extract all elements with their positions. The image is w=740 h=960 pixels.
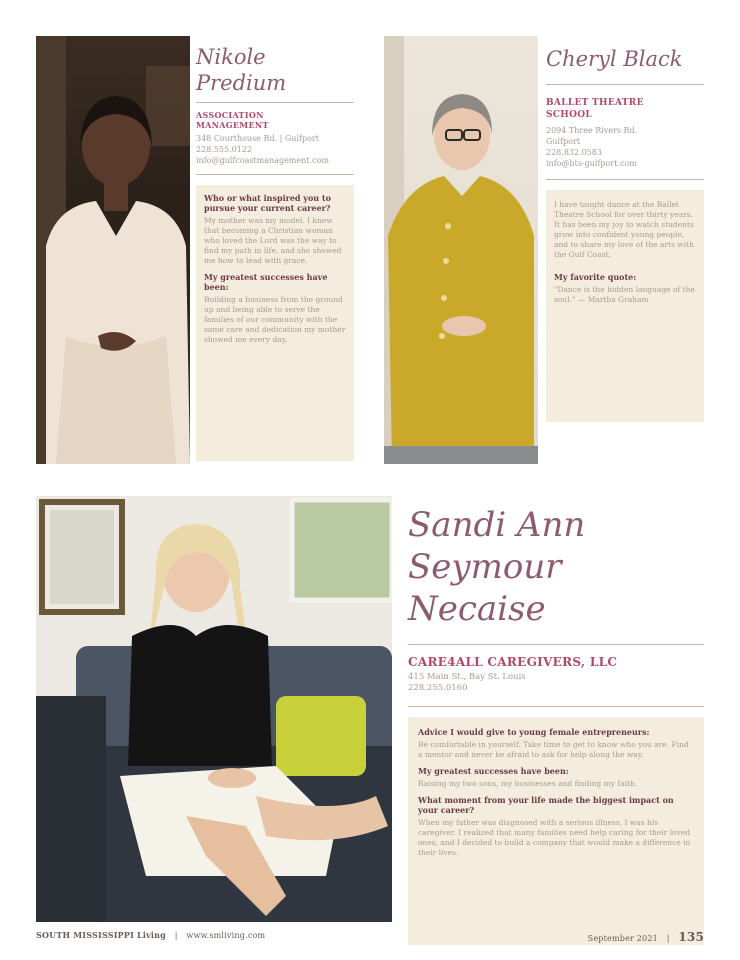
qa-answer: Building a business from the ground up and being able to serve the families of our community with the same care and dedication my mother showed me every day. — [204, 295, 346, 344]
qa-answer: Be comfortable in yourself. Take time to get to know who you are. Find a mentor and never be afraid to ask for help along the way. — [418, 740, 689, 759]
profile-3-name-line1: Sandi Ann — [408, 505, 586, 545]
profile-3-panel — [408, 496, 704, 922]
qa-answer: My mother was my model. I knew that becoming a Christian woman who loved the Lord was the way to find my path in life, and she showed me how to lead with grace. — [204, 216, 342, 265]
qa-answer: When my father was diagnosed with a serious illness, I was his caregiver. I realized that many families need help caring for their loved ones, and I decided to build a company that would make a difference in their lives. — [418, 818, 691, 857]
profile-1-address: 348 Courthouse Rd. | Gulfport — [196, 134, 319, 143]
qa-question: My favorite quote: — [554, 272, 637, 282]
footer-right — [588, 930, 704, 944]
woman-portrait-illustration — [384, 36, 538, 464]
woman-on-sofa-illustration — [36, 496, 392, 922]
name-divider — [408, 644, 704, 645]
profile-1-panel — [196, 36, 354, 464]
website-link[interactable]: www.smliving.com — [186, 931, 266, 940]
profile-2-name: Cheryl Black — [546, 47, 683, 71]
page-number: 135 — [678, 930, 704, 944]
profile-1-phone: 228.555.0122 — [196, 145, 252, 154]
qa-question: My greatest successes have been: — [204, 272, 328, 292]
profile-3-name-line2: Seymour Necaise — [408, 547, 562, 629]
qa-answer: "Dance is the hidden language of the soul." — Martha Graham — [554, 285, 695, 304]
qa-question: My greatest successes have been: — [418, 766, 569, 776]
contact-divider — [546, 179, 704, 180]
profile-2-phone: 228.832.0583 — [546, 148, 602, 157]
profile-3-photo — [36, 496, 392, 922]
profile-2-panel — [546, 36, 704, 464]
qa-answer: I have taught dance at the Ballet Theatre School for over thirty years. It has been my joy to watch students grow into confident young people, and to share my love of the arts with the Gulf Coast. — [554, 200, 694, 259]
issue-date: September 2021 — [587, 934, 658, 943]
contact-divider — [196, 174, 354, 175]
profile-1-email[interactable]: info@gulfcoastmanagement.com — [196, 156, 329, 165]
profile-2-email[interactable]: info@bts-gulfport.com — [546, 159, 637, 168]
contact-divider — [408, 706, 704, 707]
qa-answer: Raising my two sons, my businesses and finding my faith. — [418, 779, 638, 788]
magazine-name: SOUTH MISSISSIPPI Living — [36, 930, 166, 940]
profile-2-qa-box — [546, 190, 704, 422]
profile-1-photo — [36, 36, 190, 464]
profile-2-city: Gulfport — [546, 137, 581, 146]
profile-3-address: 415 Main St., Bay St. Louis — [408, 672, 526, 682]
footer-divider: | — [174, 931, 178, 940]
qa-question: Advice I would give to young female entrepreneurs: — [418, 727, 650, 737]
profile-2-address: 2094 Three Rivers Rd. — [546, 126, 638, 135]
profile-1-qa-box — [196, 185, 354, 461]
qa-question: Who or what inspired you to pursue your current career? — [204, 193, 331, 213]
profile-2-photo — [384, 36, 538, 464]
profile-3-phone: 228.255.0160 — [408, 683, 468, 693]
footer-divider: | — [666, 934, 670, 943]
footer-left — [36, 930, 265, 940]
name-divider — [546, 84, 704, 85]
profile-3-qa-box — [408, 717, 704, 945]
woman-portrait-illustration — [36, 36, 190, 464]
profile-3-business: CARE4ALL CAREGIVERS, LLC — [408, 655, 618, 669]
profile-1-business: ASSOCIATION MANAGEMENT — [196, 110, 269, 130]
qa-question: What moment from your life made the biggest impact on your career? — [418, 795, 674, 815]
profile-2-business: BALLET THEATRE SCHOOL — [546, 98, 644, 120]
name-divider — [196, 102, 354, 103]
profile-1-name: Nikole Predium — [196, 45, 287, 95]
